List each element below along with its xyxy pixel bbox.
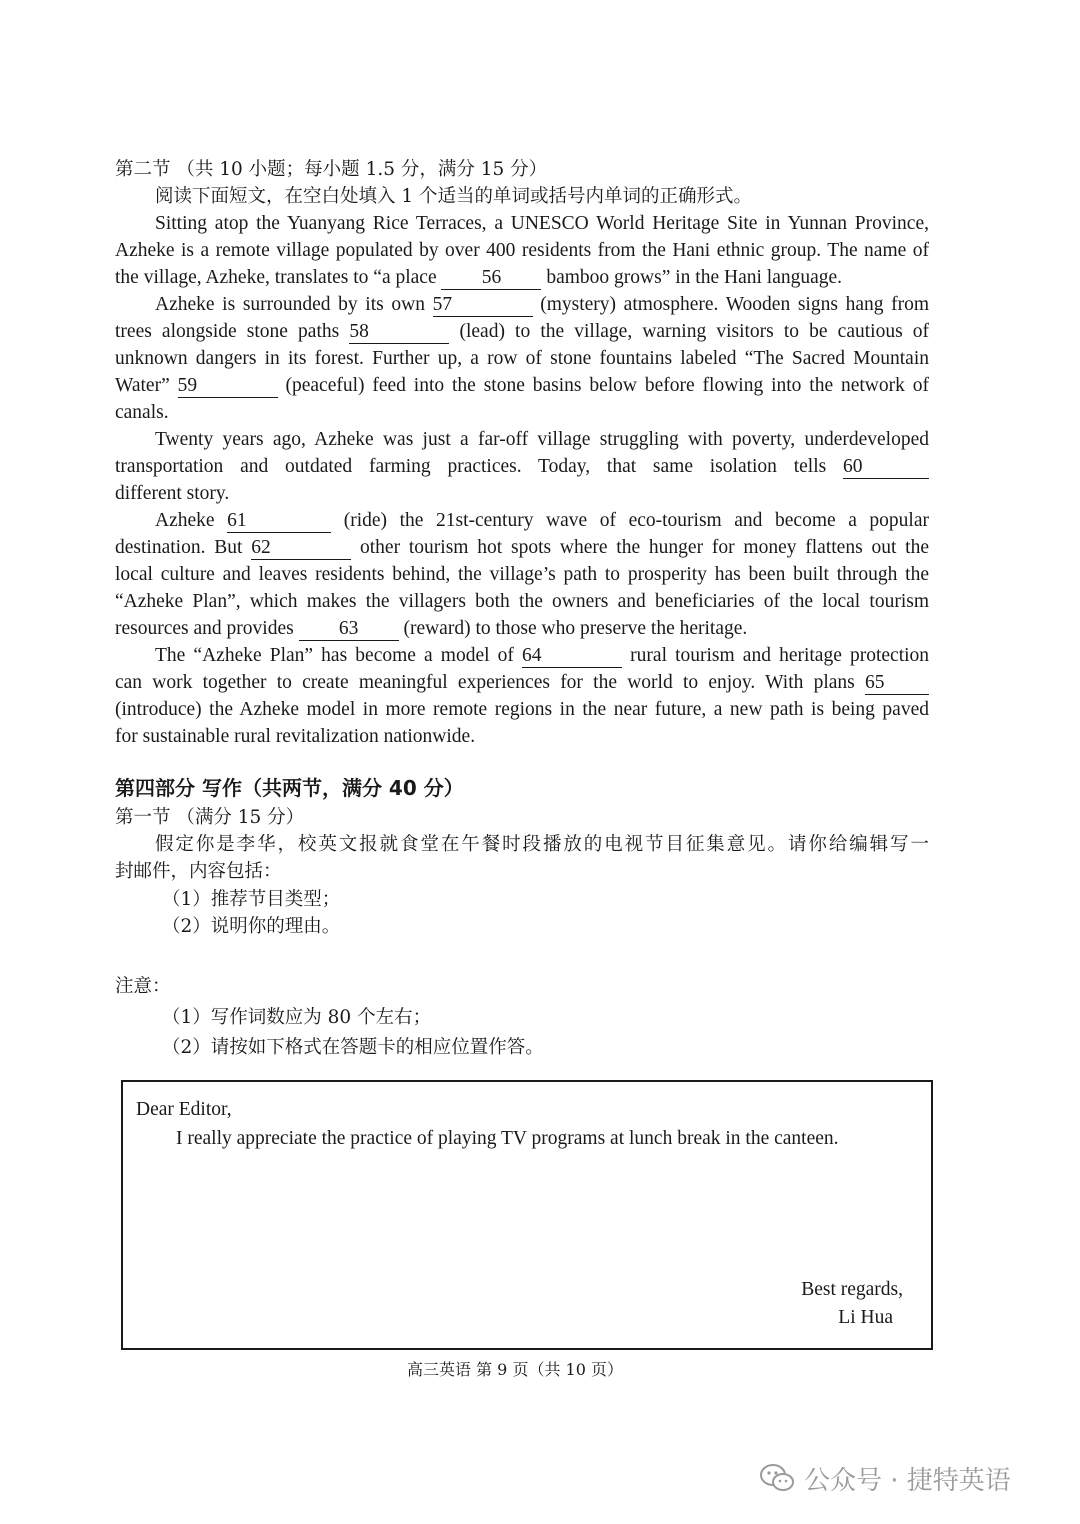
passage-line: Azheke is a remote village populated by over 400 residents from the Hani ethnic group. The name of [115,240,929,261]
blank-64: 64 [522,645,622,668]
part4-title: 第四部分 写作（共两节，满分 40 分） [115,776,464,800]
page-footer: 高三英语 第 9 页（共 10 页） [407,1360,623,1379]
watermark [760,1458,1011,1498]
section-instruction: 阅读下面短文，在空白处填入 1 个适当的单词或括号内单词的正确形式。 [155,186,753,207]
part4-subtitle: 第一节 （满分 15 分） [115,807,305,828]
blank-59: 59 [178,375,278,398]
passage-line: trees alongside stone paths 58 (lead) to the village, warning visitors to be cautious of [115,321,930,342]
passage-line: the village, Azheke, translates to “a place 56 bamboo grows” in the Hani language. [115,267,843,288]
note-heading: 注意： [115,976,171,997]
letter-signature: Li Hua [838,1307,893,1328]
passage-line: Twenty years ago, Azheke was just a far-off village struggling with poverty, underdeveloped [155,429,929,450]
wechat-icon [760,1463,794,1493]
letter-closing: Best regards, [801,1279,903,1300]
blank-56: 56 [441,267,541,290]
passage-line: different story. [115,483,230,504]
task-text: 假定你是李华，校英文报就食堂在午餐时段播放的电视节目征集意见。请你给编辑写一 [155,834,929,855]
passage-line: Sitting atop the Yuanyang Rice Terraces, a UNESCO World Heritage Site in Yunnan Province, [155,213,929,234]
passage-line: destination. But 62 other tourism hot spots where the hunger for money flattens out the [115,537,929,558]
task-text: 封邮件，内容包括： [115,861,282,882]
passage-line: Azheke 61 (ride) the 21st-century wave of eco-tourism and become a popular [155,510,930,531]
blank-63: 63 [299,618,399,641]
passage-line: Water” 59 (peaceful) feed into the stone basins below before flowing into the network of [115,375,930,396]
passage-line: can work together to create meaningful experiences for the world to enjoy. With plans 65 [115,669,929,696]
passage-line: “Azheke Plan”, which makes the villagers both the owners and beneficiaries of the local tourism [115,591,929,612]
letter-box [121,1080,933,1350]
section-title: 第二节 （共 10 小题；每小题 1.5 分，满分 15 分） [115,159,548,180]
blank-62: 62 [251,537,351,560]
passage-line: resources and provides 63 (reward) to those who preserve the heritage. [115,618,748,639]
passage-line: canals. [115,402,169,423]
letter-greeting: Dear Editor, [136,1099,232,1120]
blank-58: 58 [349,321,449,344]
letter-body: I really appreciate the practice of playing TV programs at lunch break in the canteen. [176,1128,839,1149]
blank-65: 65 [865,672,929,695]
task-item: （2）说明你的理由。 [162,916,341,937]
watermark-text: 公众号 · 捷特英语 [804,1465,1011,1496]
blank-57: 57 [433,294,533,317]
blank-61: 61 [227,510,331,533]
passage-line: transportation and outdated farming practices. Today, that same isolation tells 60 [115,453,929,480]
passage-line: unknown dangers in its forest. Further up, a row of stone fountains labeled “The Sacred Mountain [115,348,929,369]
passage-line: (introduce) the Azheke model in more remote regions in the near future, a new path is being paved [115,699,929,720]
passage-line: Azheke is surrounded by its own 57 (mystery) atmosphere. Wooden signs hang from [155,294,930,315]
passage-line: The “Azheke Plan” has become a model of 64 rural tourism and heritage protection [155,645,930,666]
note-item: （1）写作词数应为 80 个左右； [162,1007,432,1028]
passage-line: for sustainable rural revitalization nationwide. [115,726,476,747]
note-item: （2）请按如下格式在答题卡的相应位置作答。 [162,1037,544,1058]
blank-60: 60 [843,456,929,479]
task-item: （1）推荐节目类型； [162,889,341,910]
passage-line: local culture and leaves residents behind, the village’s path to prosperity has been built through the [115,564,929,585]
